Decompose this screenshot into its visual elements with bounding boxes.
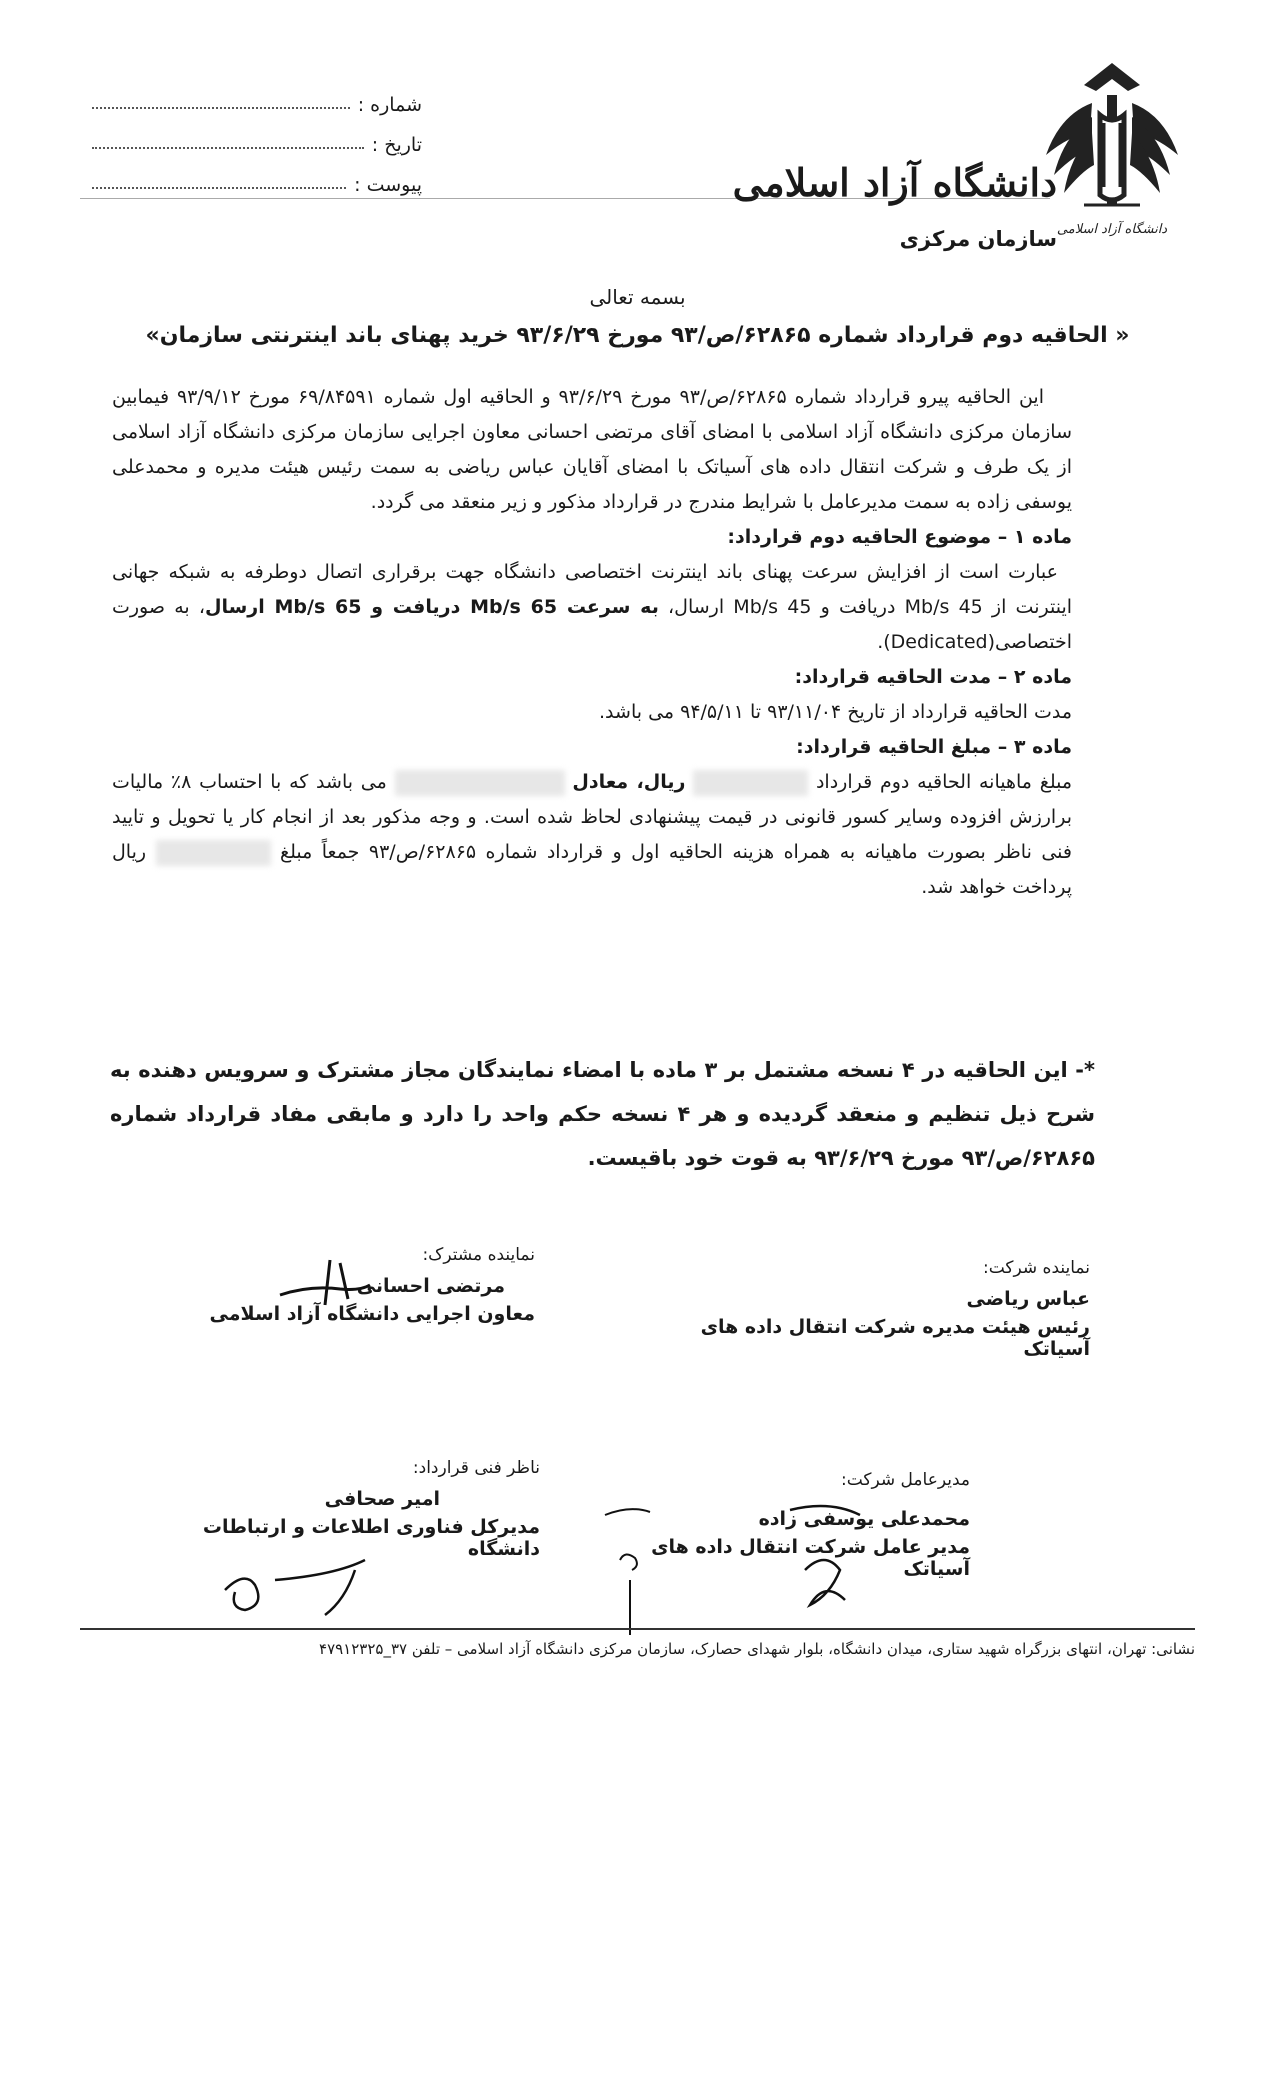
article2-heading: ماده ۲ – مدت الحاقیه قرارداد: — [794, 666, 1072, 688]
redacted-amount-1 — [693, 770, 808, 796]
article1-text-c: ، به صورت اختصاصی(Dedicated). — [112, 596, 1072, 653]
letter-meta — [92, 76, 422, 196]
article3-text-b: ریال، معادل — [572, 771, 686, 793]
date-dots — [92, 147, 364, 149]
date-label: تاریخ : — [371, 134, 422, 156]
redacted-amount-3 — [156, 840, 271, 866]
date-row — [92, 116, 422, 156]
ceo-signature — [770, 1500, 880, 1620]
company-rep-block — [670, 1258, 1090, 1360]
logo-caption: دانشگاه آزاد اسلامی — [1056, 222, 1168, 237]
company-rep-name: عباس ریاضی — [966, 1288, 1090, 1310]
company-rep-label: نماینده شرکت: — [983, 1258, 1090, 1278]
article1-text — [112, 555, 1072, 660]
organization-name: سازمان مرکزی — [899, 227, 1057, 251]
supervisor-signature — [215, 1520, 385, 1620]
article3-text-c: می باشد که با احتساب ۸٪ مالیات برارزش افزوده وسایر کسور قانونی در قیمت پیشنهادی لحاظ شده است. و وجه مذکور بعد از انجام کار یا تحویل و تایید فنی ناظر بصورت ماهیانه به همراه هزینه الحاقیه اول و قرارداد شماره ۶۲۸۶۵/ص/۹۳ جمعاً مبلغ — [112, 771, 1072, 863]
article3-heading: ماده ۳ – مبلغ الحاقیه قرارداد: — [796, 736, 1072, 758]
client-rep-name: مرتضی احسانی — [356, 1275, 505, 1297]
client-rep-label: نماینده مشترک: — [422, 1245, 535, 1265]
attachment-row — [92, 156, 422, 196]
article1-new-speed: به سرعت 65 Mb/s دریافت و 65 Mb/s ارسال — [204, 596, 659, 618]
footer-divider — [80, 1628, 1195, 1630]
document-title: « الحاقیه دوم قرارداد شماره ۶۲۸۶۵/ص/۹۳ مورخ ۹۳/۶/۲۹ خرید پهنای باند اینترنتی سازمان» — [145, 323, 1130, 348]
attachment-label: پیوست : — [354, 174, 422, 196]
ceo-label: مدیرعامل شرکت: — [841, 1470, 970, 1490]
article1-text-a: عبارت است از افزایش سرعت پهنای باند اینترنت اختصاصی دانشگاه جهت برقراری اتصال دوطرفه به شبکه جهانی اینترنت از 45 Mb/s دریافت و 45 Mb/s ارسال، — [112, 561, 1073, 618]
university-logo — [1040, 55, 1185, 250]
company-rep-title: رئیس هیئت مدیره شرکت انتقال داده های آسیاتک — [700, 1316, 1090, 1360]
footer-address: نشانی: تهران، انتهای بزرگراه شهید ستاری، میدان دانشگاه، بلوار شهدای حصارک، سازمان مرکزی دانشگاه آزاد اسلامی – تلفن ۳۷_۴۷۹۱۲۳۲۵ — [319, 1640, 1195, 1658]
ceo-title: مدیر عامل شرکت انتقال داده های آسیاتک — [651, 1536, 970, 1580]
article3-text — [112, 765, 1072, 905]
bismillah: بسمه تعالی — [589, 285, 686, 309]
number-dots — [92, 107, 350, 109]
number-row — [92, 76, 422, 116]
ceo-name: محمدعلی یوسفی زاده — [758, 1508, 970, 1530]
supervisor-name: امیر صحافی — [324, 1488, 440, 1510]
intro-paragraph: این الحاقیه پیرو قرارداد شماره ۶۲۸۶۵/ص/۹۳ مورخ ۹۳/۶/۲۹ و الحاقیه اول شماره ۶۹/۸۴۵۹۱ مورخ ۹۳/۹/۱۲ فیمابین سازمان مرکزی دانشگاه آزاد اسلامی با امضای آقای مرتضی احسانی معاون اجرایی سازمان مرکزی دانشگاه آزاد اسلامی از یک طرف و شرکت انتقال داده های آسیاتک با امضای آقایان عباس ریاضی به سمت رئیس هیئت مدیره و محمدعلی یوسفی زاده به سمت مدیرعامل با شرایط مندرج در قرارداد مذکور و زیر منعقد می گردد. — [112, 386, 1072, 513]
article3-text-d: ریال پرداخت خواهد شد. — [112, 841, 1072, 898]
client-rep-signature — [270, 1255, 380, 1315]
article1-heading: ماده ۱ – موضوع الحاقیه دوم قرارداد: — [727, 526, 1072, 548]
center-signature-mark — [600, 1500, 660, 1640]
number-label: شماره : — [357, 94, 422, 116]
client-rep-title: معاون اجرایی دانشگاه آزاد اسلامی — [209, 1303, 535, 1325]
supervisor-title: مدیرکل فناوری اطلاعات و ارتباطات دانشگاه — [202, 1516, 540, 1560]
attachment-dots — [92, 187, 346, 189]
university-name: دانشگاه آزاد اسلامی — [732, 160, 1057, 205]
redacted-amount-2 — [395, 770, 565, 796]
article3-text-a: مبلغ ماهیانه الحاقیه دوم قرارداد — [815, 771, 1073, 793]
article2-text: مدت الحاقیه قرارداد از تاریخ ۹۳/۱۱/۰۴ تا ۹۴/۵/۱۱ می باشد. — [599, 701, 1072, 723]
supervisor-label: ناظر فنی قرارداد: — [412, 1458, 540, 1478]
copies-note: *- این الحاقیه در ۴ نسخه مشتمل بر ۳ ماده با امضاء نمایندگان مجاز مشترک و سرویس دهنده به شرح ذیل تنظیم و منعقد گردیده و هر ۴ نسخه حکم واحد را دارد و مابقی مفاد قرارداد شماره ۶۲۸۶۵/ص/۹۳ مورخ ۹۳/۶/۲۹ به قوت خود باقیست. — [110, 1058, 1096, 1170]
contract-body — [112, 380, 1072, 905]
